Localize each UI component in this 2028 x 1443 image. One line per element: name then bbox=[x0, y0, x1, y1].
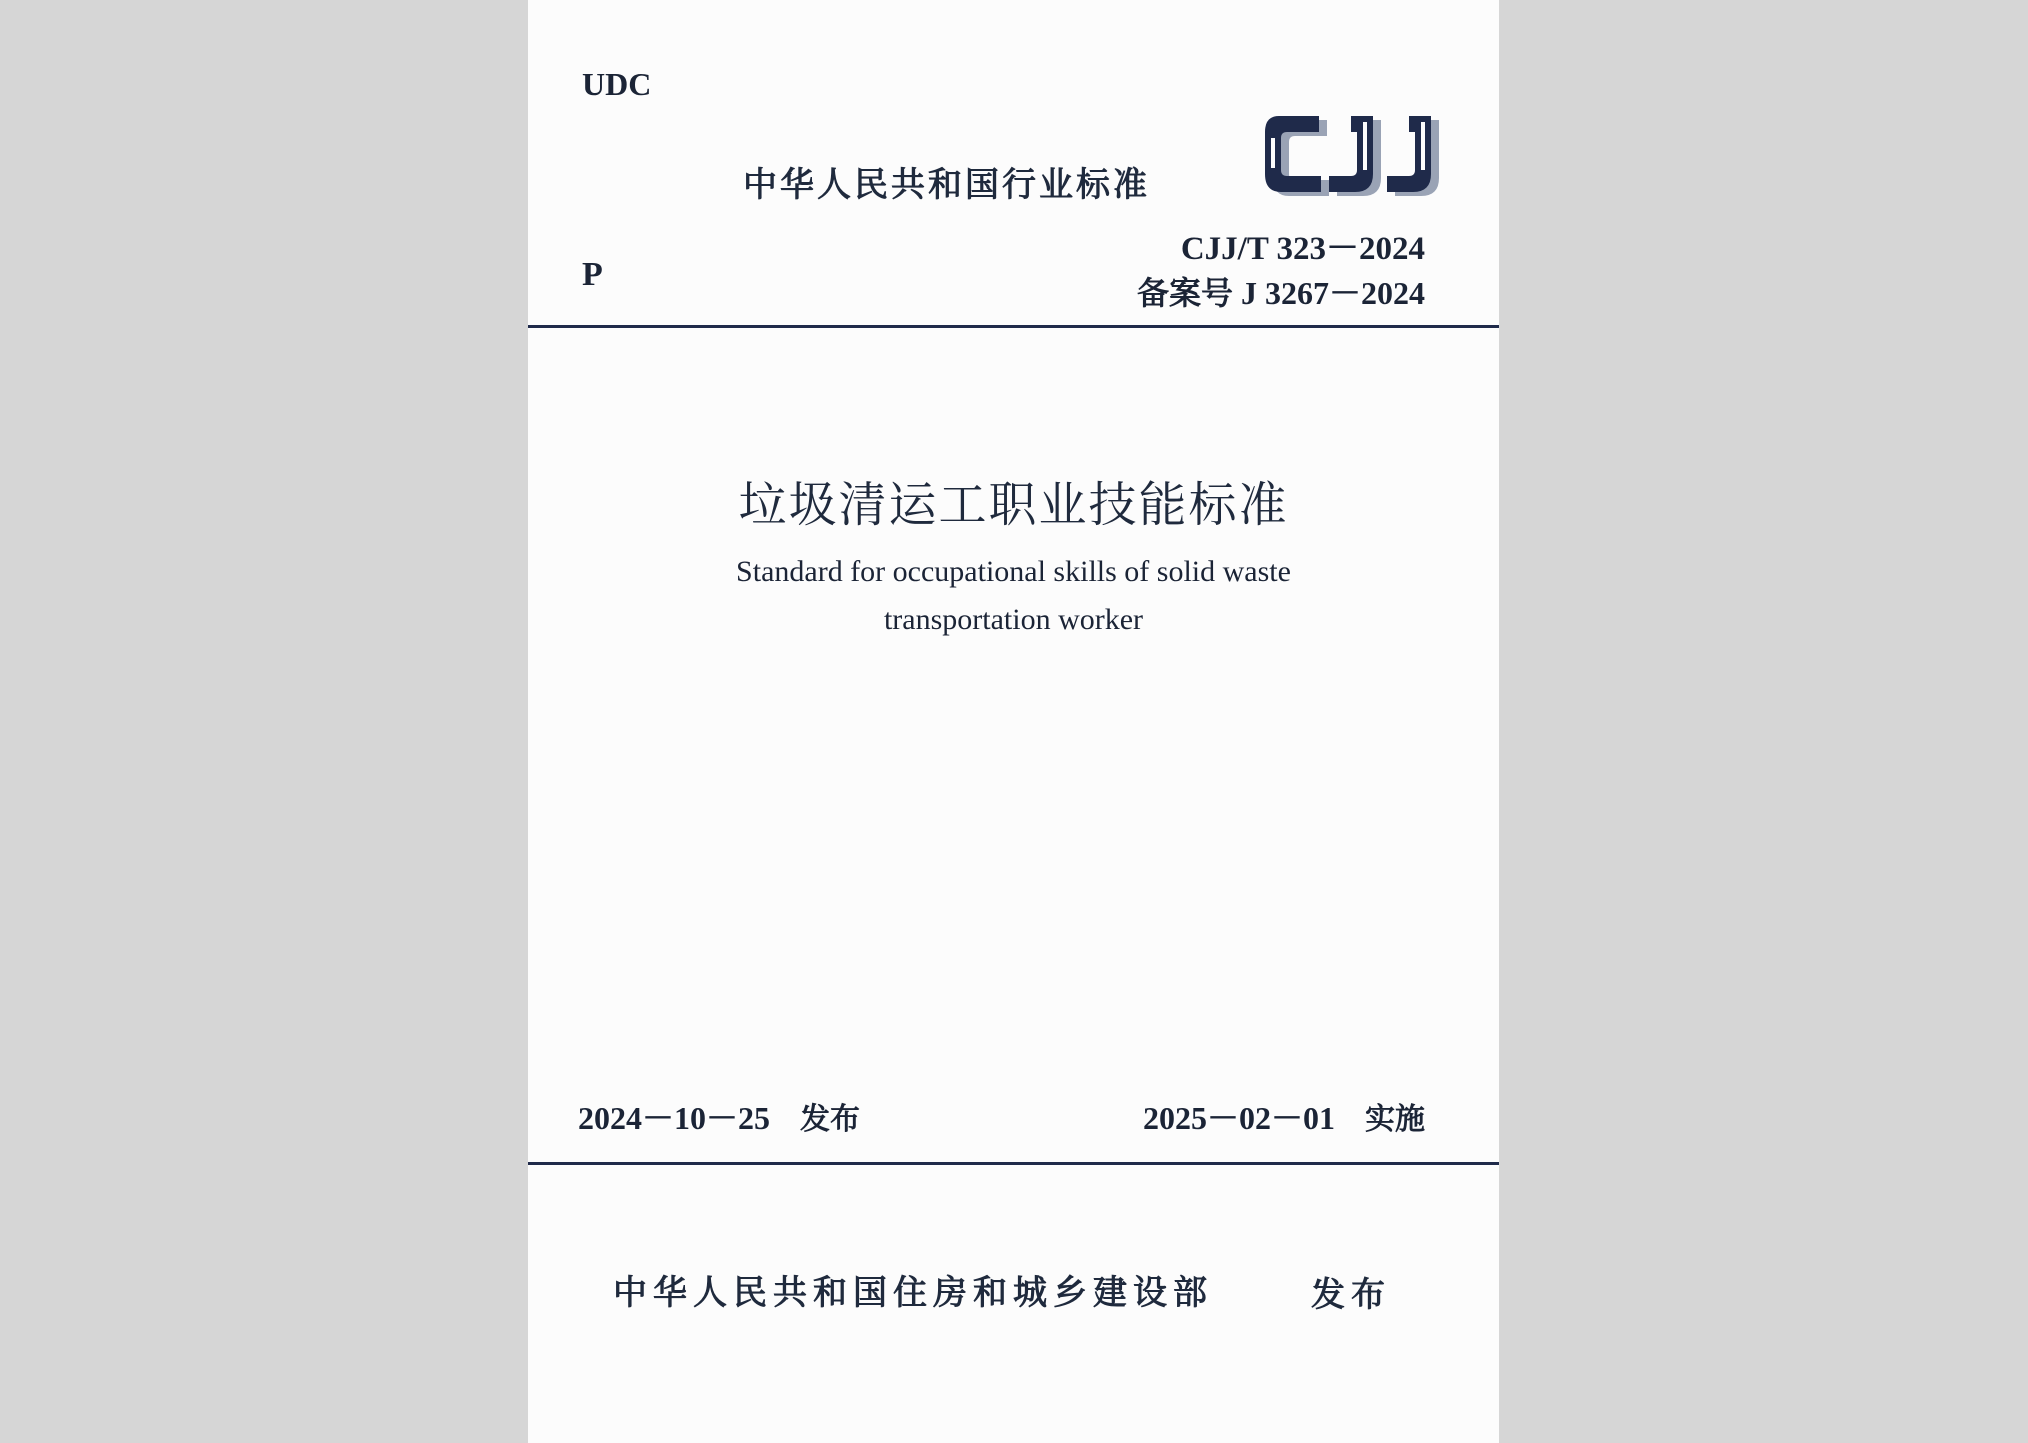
document-cover-page bbox=[528, 0, 1499, 1443]
industry-standard-heading: 中华人民共和国行业标准 bbox=[743, 165, 1150, 205]
issue-word: 发布 bbox=[800, 1102, 861, 1137]
implementation-word: 实施 bbox=[1365, 1102, 1425, 1137]
udc-label: UDC bbox=[582, 66, 652, 102]
cjj-logo bbox=[1259, 108, 1459, 202]
issue-date: 2024－10－25 bbox=[578, 1100, 771, 1136]
classification-letter: P bbox=[582, 256, 603, 293]
english-title-line-2: transportation worker bbox=[883, 603, 1144, 636]
publish-word: 发布 bbox=[1311, 1275, 1391, 1315]
cjj-logo-graphic bbox=[1259, 108, 1459, 202]
bottom-divider bbox=[528, 1162, 1499, 1165]
document-title-chinese: 垃圾清运工职业技能标准 bbox=[738, 477, 1289, 533]
document-title-english bbox=[528, 548, 1499, 644]
publisher-name: 中华人民共和国住房和城乡建设部 bbox=[613, 1273, 1213, 1313]
top-divider bbox=[528, 325, 1499, 328]
issue-date-block bbox=[578, 1093, 860, 1139]
filing-number: 备案号 J 3267－2024 bbox=[1136, 275, 1425, 311]
implementation-date: 2025－02－01 bbox=[1142, 1100, 1335, 1136]
implementation-date-block bbox=[1143, 1093, 1425, 1139]
standard-code: CJJ/T 323－2024 bbox=[1180, 231, 1425, 267]
english-title-line-1: Standard for occupational skills of solid waste bbox=[736, 555, 1291, 588]
